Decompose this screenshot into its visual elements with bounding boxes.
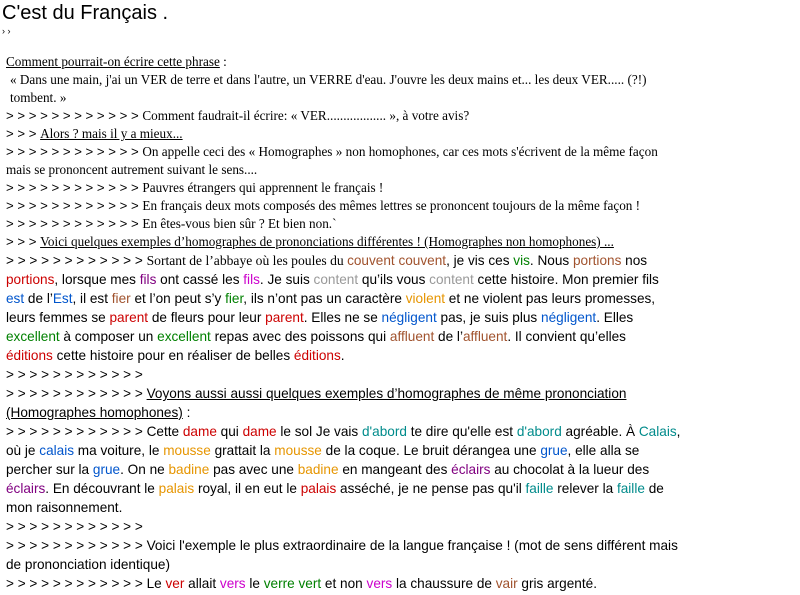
text-line xyxy=(6,517,796,536)
text-run: de l’ xyxy=(24,291,53,306)
homograph-word: parent xyxy=(265,310,304,325)
text-run: Cette xyxy=(146,424,183,439)
homograph-word: éclairs xyxy=(6,481,46,496)
text-run: Le xyxy=(146,576,166,591)
homograph-word: parent xyxy=(109,310,149,325)
homograph-word: mousse xyxy=(274,443,322,458)
text-run: de fleurs pour leur xyxy=(148,310,266,325)
text-run: . Il convient qu’elles xyxy=(507,329,626,344)
text-run: cette histoire pour en réaliser de belles xyxy=(52,348,294,363)
quote-marker: > > > > > > > > > > > > xyxy=(6,216,143,231)
homograph-word: d'abord xyxy=(516,424,562,439)
text-run: au chocolat à la lueur des xyxy=(490,462,650,477)
text-run: de l’ xyxy=(434,329,463,344)
text-run: cette histoire. Mon premier fils xyxy=(473,272,659,287)
text-run: , elle alla se xyxy=(567,443,640,458)
text-line xyxy=(6,270,796,289)
text-run: . Nous xyxy=(529,253,573,268)
text-run: qui xyxy=(216,424,243,439)
text-run: Comment pourrait-on écrire cette phrase xyxy=(6,54,220,69)
homograph-word: excellent xyxy=(157,329,211,344)
quote-marker: > > > > > > > > > > > > xyxy=(6,519,143,534)
quote-marker: > > > > > > > > > > > > xyxy=(6,424,147,439)
text-run: . En découvrant le xyxy=(45,481,159,496)
homograph-word: faille xyxy=(616,481,645,496)
text-run: En français deux mots composés des mêmes lettres se prononcent toujours de la même façon ! xyxy=(142,198,641,213)
text-run: gris argenté. xyxy=(517,576,597,591)
homograph-word: calais xyxy=(39,443,75,458)
text-line xyxy=(6,89,796,107)
text-line xyxy=(6,71,796,89)
text-line xyxy=(6,498,796,517)
text-line xyxy=(6,555,796,574)
homograph-word: d'abord xyxy=(361,424,407,439)
text-run: Sortant de l’abbaye où les poules du xyxy=(146,253,348,268)
caret-marks: › › xyxy=(2,26,11,36)
homograph-word: vers xyxy=(219,576,246,591)
text-run: allait xyxy=(184,576,220,591)
text-run: , lorsque mes xyxy=(54,272,140,287)
text-run: : xyxy=(182,405,191,420)
homograph-word: fier xyxy=(225,291,244,306)
text-run: , je vis ces xyxy=(446,253,514,268)
text-line xyxy=(6,251,796,270)
text-run: Voici l'exemple le plus extraordinaire de la langue française ! (mot de sens différent mais xyxy=(146,538,678,553)
homograph-word: excellent xyxy=(6,329,60,344)
text-line xyxy=(6,441,796,460)
text-run: . Je suis xyxy=(259,272,314,287)
document-body xyxy=(6,53,796,593)
homograph-word: mousse xyxy=(163,443,211,458)
text-run: et non xyxy=(321,576,367,591)
text-line xyxy=(6,143,796,161)
text-line xyxy=(6,125,796,143)
homograph-word: Est xyxy=(52,291,73,306)
text-run: ont cassé les xyxy=(156,272,244,287)
text-line xyxy=(6,215,796,233)
page-title: C'est du Français . xyxy=(2,2,169,24)
text-run: nos xyxy=(621,253,648,268)
homograph-word: grue xyxy=(540,443,568,458)
text-run: , il est xyxy=(72,291,112,306)
homograph-word: affluent xyxy=(462,329,508,344)
homograph-word: portions xyxy=(6,272,55,287)
text-run: grattait la xyxy=(210,443,275,458)
text-line xyxy=(6,308,796,327)
text-line xyxy=(6,403,796,422)
text-run: le xyxy=(245,576,264,591)
homograph-word: éditions xyxy=(293,348,341,363)
text-run: de la coque. Le bruit dérangea une xyxy=(321,443,541,458)
text-run: repas avec des poissons qui xyxy=(210,329,390,344)
text-line xyxy=(6,289,796,308)
text-run: tombent. » xyxy=(10,90,67,105)
quote-marker: > > > > > > > > > > > > xyxy=(6,386,147,401)
text-line xyxy=(6,574,796,593)
homograph-word: badine xyxy=(168,462,210,477)
homograph-word: éclairs xyxy=(451,462,491,477)
homograph-word: vers xyxy=(366,576,393,591)
text-run: , ils n’ont pas un caractère xyxy=(243,291,406,306)
homograph-word: vis xyxy=(513,253,530,268)
text-run: (Homographes homophones) xyxy=(6,405,183,420)
text-line xyxy=(6,536,796,555)
text-run: : xyxy=(219,54,227,69)
text-run: En êtes-vous bien sûr ? Et bien non.` xyxy=(142,216,337,231)
text-run: te dire qu'elle est xyxy=(406,424,517,439)
text-run: leurs femmes se xyxy=(6,310,110,325)
text-run: à composer un xyxy=(59,329,158,344)
text-line xyxy=(6,365,796,384)
text-line xyxy=(6,384,796,403)
homograph-word: faille xyxy=(525,481,554,496)
text-run: agréable. À xyxy=(561,424,639,439)
text-run: . On ne xyxy=(120,462,169,477)
text-line xyxy=(6,53,796,71)
text-run: percher sur la xyxy=(6,462,93,477)
homograph-word: négligent xyxy=(381,310,437,325)
text-line xyxy=(6,479,796,498)
homograph-word: éditions xyxy=(6,348,53,363)
text-line xyxy=(6,327,796,346)
quote-marker: > > > > > > > > > > > > xyxy=(6,367,143,382)
text-run: On appelle ceci des « Homographes » non homophones, car ces mots s'écrivent de la même façon xyxy=(142,144,658,159)
homograph-word: content xyxy=(429,272,474,287)
text-run: relever la xyxy=(553,481,617,496)
quote-marker: > > > > > > > > > > > > xyxy=(6,253,147,268)
text-run: de prononciation identique) xyxy=(6,557,171,572)
text-line xyxy=(6,460,796,479)
homograph-word: fils xyxy=(139,272,157,287)
text-run: et ne violent pas leurs promesses, xyxy=(445,291,656,306)
text-run: Comment faudrait-il écrire: « VER.................. », à votre avis? xyxy=(142,108,470,123)
quote-marker: > > > > > > > > > > > > xyxy=(6,198,143,213)
quote-marker: > > > xyxy=(6,126,41,141)
text-run: Pauvres étrangers qui apprennent le français ! xyxy=(142,180,384,195)
text-run: . Elles ne se xyxy=(303,310,382,325)
text-run: . Elles xyxy=(596,310,634,325)
homograph-word: dame xyxy=(242,424,277,439)
homograph-word: fier xyxy=(111,291,131,306)
homograph-word: content xyxy=(313,272,359,287)
homograph-word: vair xyxy=(495,576,518,591)
text-run: en mangeant des xyxy=(338,462,452,477)
homograph-word: couvent couvent xyxy=(347,253,447,268)
quote-marker: > > > > > > > > > > > > xyxy=(6,108,143,123)
text-run: ma voiture, le xyxy=(74,443,164,458)
text-run: Voyons aussi aussi quelques exemples d’homographes de même prononciation xyxy=(146,386,627,401)
quote-marker: > > > > > > > > > > > > xyxy=(6,144,143,159)
quote-marker: > > > > > > > > > > > > xyxy=(6,576,147,591)
text-run: le sol Je vais xyxy=(276,424,362,439)
homograph-word: dame xyxy=(182,424,217,439)
homograph-word: Calais xyxy=(638,424,677,439)
homograph-word: grue xyxy=(92,462,121,477)
quote-marker: > > > > > > > > > > > > xyxy=(6,538,147,553)
homograph-word: négligent xyxy=(541,310,597,325)
text-line xyxy=(6,422,796,441)
homograph-word: verre vert xyxy=(263,576,322,591)
text-line xyxy=(6,179,796,197)
text-run: Voici quelques exemples d’homographes de prononciations différentes ! (Homographes non homophones) ... xyxy=(40,234,614,249)
homograph-word: est xyxy=(6,291,25,306)
text-run: mais se prononcent autrement suivant le sens.... xyxy=(6,162,258,177)
homograph-word: fils xyxy=(243,272,260,287)
quote-marker: > > > > > > > > > > > > xyxy=(6,180,143,195)
quote-marker: > > > xyxy=(6,234,41,249)
text-run: asséché, je ne pense pas qu'il xyxy=(336,481,526,496)
text-run: . xyxy=(340,348,345,363)
text-line xyxy=(6,346,796,365)
text-run: de xyxy=(644,481,664,496)
homograph-word: violent xyxy=(405,291,446,306)
homograph-word: palais xyxy=(300,481,337,496)
text-line xyxy=(6,107,796,125)
text-line xyxy=(6,197,796,215)
text-run: mon raisonnement. xyxy=(6,500,123,515)
text-run: où je xyxy=(6,443,40,458)
text-run: « Dans une main, j'ai un VER de terre et dans l'autre, un VERRE d'eau. J'ouvre les deux mains et... les deux VER..... (?!) xyxy=(10,72,647,87)
text-run: royal, il en eut le xyxy=(194,481,301,496)
text-run: et l’on peut s’y xyxy=(130,291,226,306)
homograph-word: portions xyxy=(573,253,622,268)
homograph-word: badine xyxy=(297,462,339,477)
text-run: pas, je suis plus xyxy=(436,310,542,325)
homograph-word: ver xyxy=(165,576,185,591)
text-run: Alors ? mais il y a mieux... xyxy=(40,126,183,141)
homograph-word: palais xyxy=(158,481,195,496)
text-run: qu’ils vous xyxy=(358,272,430,287)
text-line xyxy=(6,233,796,251)
text-run: la chaussure de xyxy=(392,576,496,591)
text-line xyxy=(6,161,796,179)
text-run: pas avec une xyxy=(209,462,298,477)
homograph-word: affluent xyxy=(389,329,435,344)
text-run: , xyxy=(676,424,681,439)
